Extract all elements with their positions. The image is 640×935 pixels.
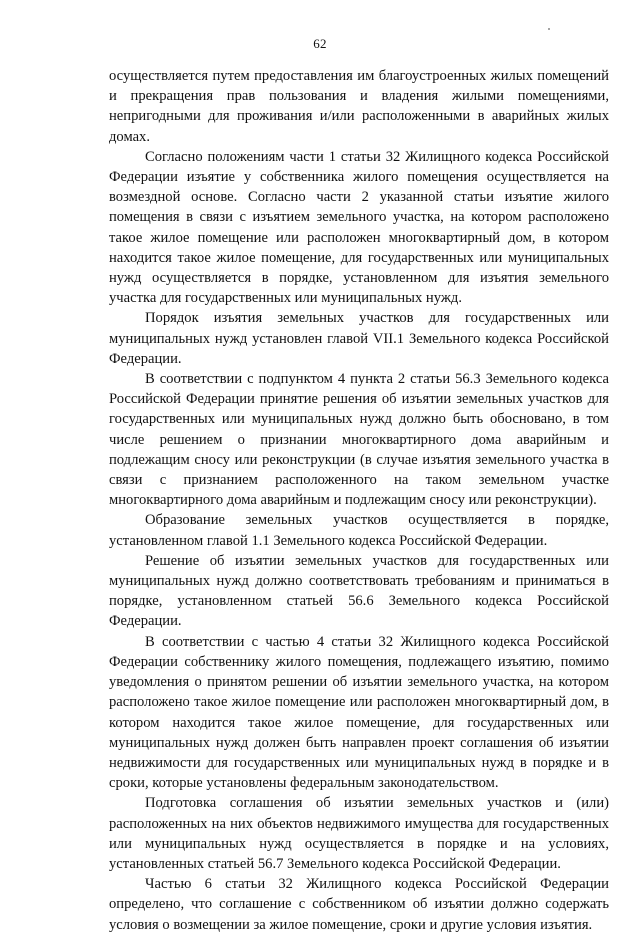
paragraph: Порядок изъятия земельных участков для государственных или муниципальных нужд установлен главой VII.1 Земельного кодекса Российской Федерации. <box>109 310 609 367</box>
paragraph: Решение об изъятии земельных участков для государственных или муниципальных нужд должно соответствовать требованиям и приниматься в порядке, установленном статьей 56.6 Земельного кодекса Российской Федерации. <box>109 552 609 630</box>
document-body <box>109 66 609 935</box>
paragraph: Подготовка соглашения об изъятии земельных участков и (или) расположенных на них объектов недвижимого имущества для государственных или муниципальных нужд осуществляется в порядке и на условиях, установленных статьей 56.7 Земельного кодекса Российской Федерации. <box>109 795 609 872</box>
paragraph: Согласно положениям части 1 статьи 32 Жилищного кодекса Российской Федерации изъятие у собственника жилого помещения осуществляется на возмездной основе. Согласно части 2 указанной статьи изъятие жилого помещения в связи с изъятием земельного участка, на котором расположено такое жилое помещение или расположен многоквартирный дом, в котором находится такое жилое помещение, для государственных или муниципальных нужд осуществляется в порядке, установленном для изъятия земельного участка для государственных или муниципальных нужд. <box>109 148 609 307</box>
paragraph: В соответствии с подпунктом 4 пункта 2 статьи 56.3 Земельного кодекса Российской Федерации принятие решения об изъятии земельных участков для государственных или муниципальных нужд должно быть обосновано, в том числе решением о признании многоквартирного дома аварийным и подлежащим сносу или реконструкции (в случае изъятия земельного участка в связи с признанием расположенного на таком земельном участке многоквартирного дома аварийным и подлежащим сносу или реконструкции). <box>109 371 609 509</box>
paragraph: Образование земельных участков осуществляется в порядке, установленном главой 1.1 Земельного кодекса Российской Федерации. <box>109 512 609 549</box>
page-number: 62 <box>313 36 327 51</box>
paragraph: В соответствии с частью 4 статьи 32 Жилищного кодекса Российской Федерации собственнику жилого помещения, подлежащего изъятию, помимо уведомления о принятом решении об изъятии земельного участка, на котором расположено такое жилое помещение или расположен многоквартирный дом, в котором находится такое жилое помещение, для государственных или муниципальных нужд должен быть направлен проект соглашения об изъятии недвижимости для государственных или муниципальных нужд в порядке и в сроки, которые установлены федеральным законодательством. <box>109 633 609 792</box>
scan-artifact <box>548 28 550 30</box>
paragraph: Частью 6 статьи 32 Жилищного кодекса Российской Федерации определено, что соглашение с собственником об изъятии должно содержать условия о возмещении за жилое помещение, сроки и другие условия изъятия. <box>109 876 609 933</box>
paragraph-continuation: осуществляется путем предоставления им благоустроенных жилых помещений и прекращения прав пользования и владения жилыми помещениями, непригодными для проживания и/или расположенными в аварийных жилых домах. <box>109 68 609 145</box>
